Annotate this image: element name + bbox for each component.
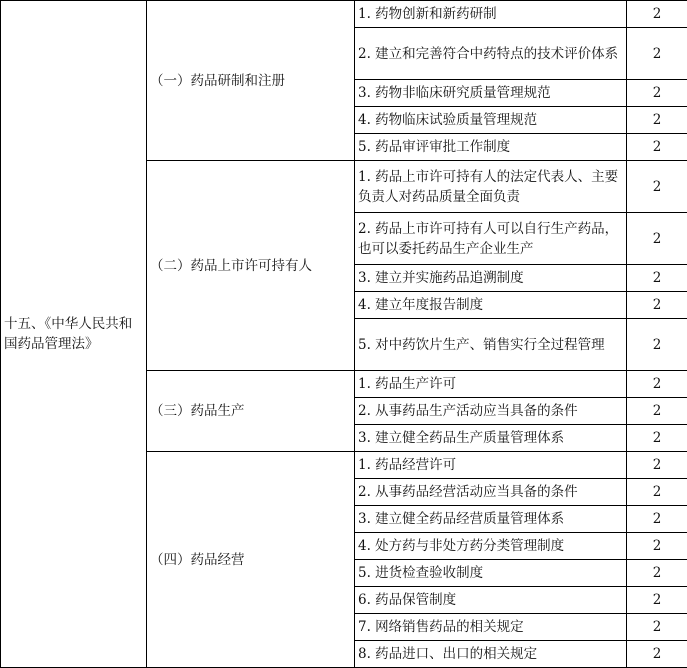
point-cell: 1. 药品上市许可持有人的法定代表人、主要负责人对药品质量全面负责 (355, 161, 627, 213)
point-cell: 5. 进货检查验收制度 (355, 560, 627, 587)
point-cell: 5. 对中药饮片生产、销售实行全过程管理 (355, 319, 627, 371)
level-cell: 2 (627, 560, 687, 587)
level-cell: 2 (627, 506, 687, 533)
point-cell: 4. 药物临床试验质量管理规范 (355, 107, 627, 134)
level-cell: 2 (627, 641, 687, 668)
level-cell: 2 (627, 161, 687, 213)
point-cell: 1. 药物创新和新药研制 (355, 1, 627, 28)
level-cell: 2 (627, 587, 687, 614)
level-cell: 2 (627, 319, 687, 371)
level-cell: 2 (627, 425, 687, 452)
level-cell: 2 (627, 292, 687, 319)
law-title-cell: 十五、《中华人民共和国药品管理法》 (1, 1, 147, 668)
level-cell: 2 (627, 1, 687, 28)
point-cell: 2. 从事药品生产活动应当具备的条件 (355, 398, 627, 425)
level-cell: 2 (627, 107, 687, 134)
section-title-cell: （一）药品研制和注册 (147, 1, 355, 161)
point-cell: 2. 建立和完善符合中药特点的技术评价体系 (355, 28, 627, 80)
point-cell: 2. 药品上市许可持有人可以自行生产药品，也可以委托药品生产企业生产 (355, 213, 627, 265)
level-cell: 2 (627, 28, 687, 80)
level-cell: 2 (627, 614, 687, 641)
point-cell: 1. 药品经营许可 (355, 452, 627, 479)
level-cell: 2 (627, 452, 687, 479)
point-cell: 4. 处方药与非处方药分类管理制度 (355, 533, 627, 560)
point-cell: 5. 药品审评审批工作制度 (355, 134, 627, 161)
level-cell: 2 (627, 371, 687, 398)
point-cell: 1. 药品生产许可 (355, 371, 627, 398)
section-title-cell: （四）药品经营 (147, 452, 355, 668)
section-title-cell: （二）药品上市许可持有人 (147, 161, 355, 371)
point-cell: 6. 药品保管制度 (355, 587, 627, 614)
point-cell: 2. 从事药品经营活动应当具备的条件 (355, 479, 627, 506)
point-cell: 4. 建立年度报告制度 (355, 292, 627, 319)
point-cell: 3. 建立健全药品经营质量管理体系 (355, 506, 627, 533)
level-cell: 2 (627, 398, 687, 425)
point-cell: 3. 建立并实施药品追溯制度 (355, 265, 627, 292)
point-cell: 3. 建立健全药品生产质量管理体系 (355, 425, 627, 452)
level-cell: 2 (627, 533, 687, 560)
table-row (1, 1, 687, 28)
level-cell: 2 (627, 479, 687, 506)
point-cell: 8. 药品进口、出口的相关规定 (355, 641, 627, 668)
level-cell: 2 (627, 134, 687, 161)
point-cell: 3. 药物非临床研究质量管理规范 (355, 80, 627, 107)
level-cell: 2 (627, 213, 687, 265)
section-title-cell: （三）药品生产 (147, 371, 355, 452)
point-cell: 7. 网络销售药品的相关规定 (355, 614, 627, 641)
level-cell: 2 (627, 265, 687, 292)
level-cell: 2 (627, 80, 687, 107)
